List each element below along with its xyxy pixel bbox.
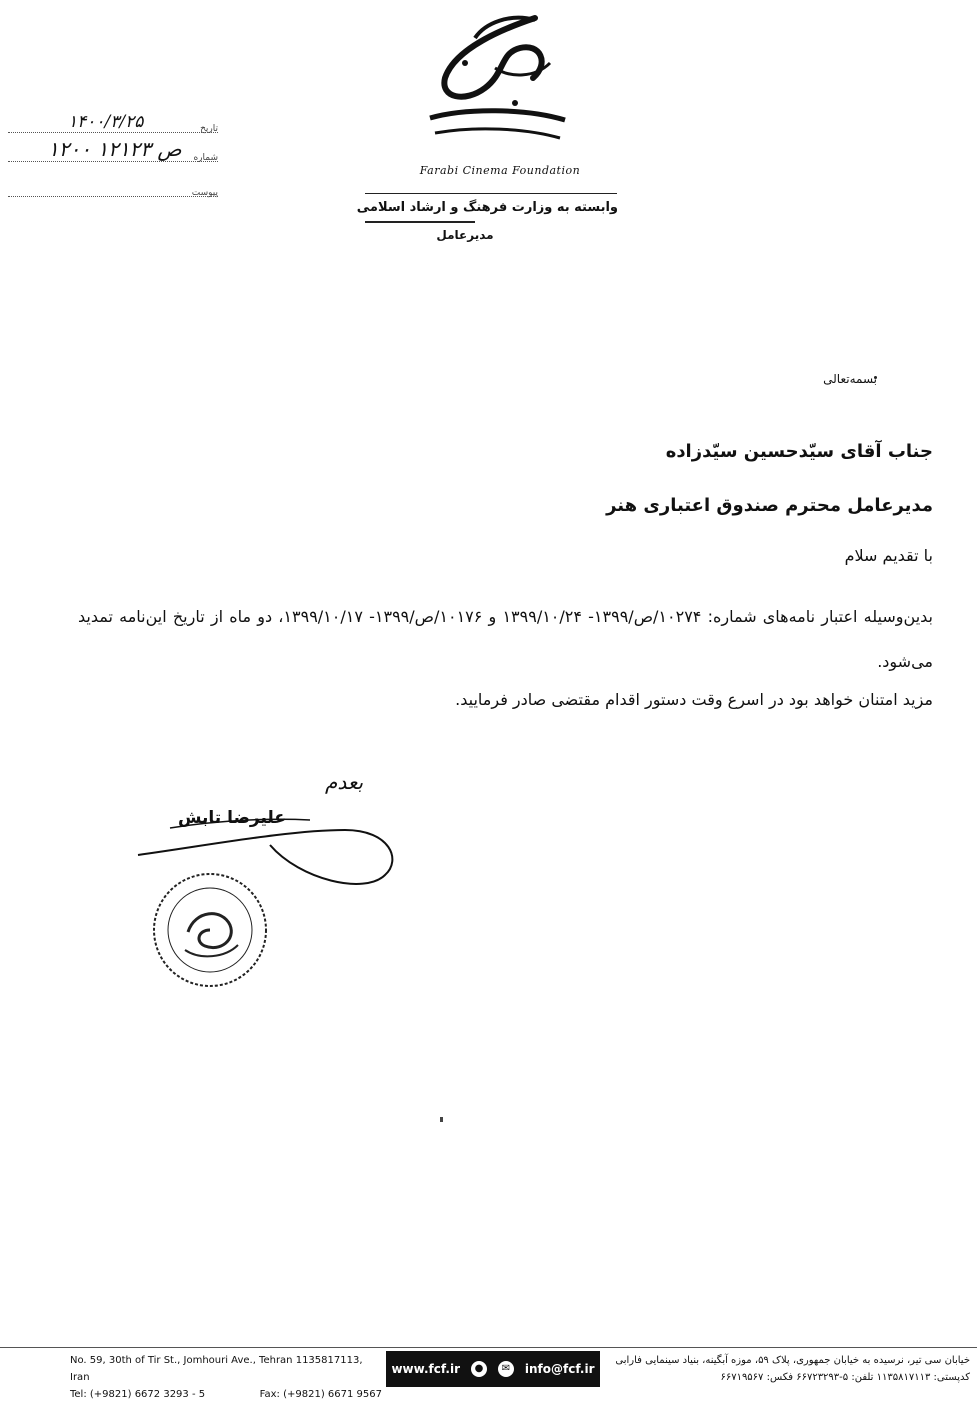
footer-website[interactable]: www.fcf.ir — [391, 1362, 461, 1376]
signer-name: علیرضا تابش — [178, 808, 286, 828]
ministry-underline — [365, 221, 475, 223]
ministry-affiliation: وابسته به وزارت فرهنگ و ارشاد اسلامی — [356, 200, 618, 215]
number-row — [8, 137, 218, 165]
body-paragraph-2: مزید امتنان خواهد بود در اسرع وقت دستور اقدام مقتضی صادر فرمایید. — [455, 690, 933, 709]
footer-address-fa: خیابان سی تیر، نرسیده به خیابان جمهوری، پلاک ۵۹، موزه آبگینه، بنیاد سینمایی فارابی — [615, 1355, 970, 1366]
official-seal-icon — [150, 870, 270, 990]
foundation-logo — [415, 8, 575, 158]
footer-email[interactable]: info@fcf.ir — [524, 1362, 595, 1376]
mail-icon: ✉ — [498, 1361, 514, 1377]
date-label: تاریخ — [200, 124, 218, 134]
recipient-name: جناب آقای سیّدحسین سیّدزاده — [665, 441, 933, 462]
greeting: با تقدیم سلام — [844, 546, 933, 565]
footer-divider — [0, 1347, 977, 1348]
footer-address-en: No. 59, 30th of Tir St., Jomhouri Ave., Tehran 1135817113, Iran — [70, 1355, 363, 1383]
attachment-label: پیوست — [191, 188, 218, 198]
footer-web-box — [386, 1351, 600, 1387]
footer-contact-fa — [606, 1352, 970, 1386]
globe-icon: ● — [471, 1361, 487, 1377]
letter-invocation: بسمه‌تعالی — [823, 372, 877, 386]
signature-note: بعدم — [325, 770, 364, 794]
date-row — [8, 112, 218, 136]
number-value: ۱۲۰۰ ص ۱۲۱۲۳ — [48, 137, 182, 161]
date-value: ۱۴۰۰/۳/۲۵ — [68, 112, 144, 132]
office-title: مدیرعامل — [436, 228, 494, 242]
footer-contact-line-fa: کدپستی: ۱۱۳۵۸۱۷۱۱۳ تلفن: ۵-۶۶۷۲۳۲۹۳ فکس: ۶۶۷۱۹۵۶۷ — [720, 1372, 970, 1383]
number-label: شماره — [193, 153, 218, 163]
logo-english-text: Farabi Cinema Foundation — [419, 164, 581, 177]
body-paragraph-1: بدین‌وسیله اعتبار نامه‌های شماره: ۱۰۲۷۴/ص/۱۳۹۹- ۱۳۹۹/۱۰/۲۴ و ۱۰۱۷۶/ص/۱۳۹۹- ۱۳۹۹/۱۰/۱۷، دو ماه از تاریخ این‌نامه تمدید می‌شود. — [78, 607, 934, 671]
header-divider — [365, 193, 617, 194]
footer-tel-en: Tel: (+9821) 6672 3293 - 5 — [70, 1389, 206, 1400]
footer-contact-en — [70, 1352, 382, 1403]
attachment-row — [8, 176, 218, 200]
footer-fax-en: Fax: (+9821) 6671 9567 — [259, 1389, 382, 1400]
recipient-title: مدیرعامل محترم صندوق اعتباری هنر — [606, 495, 933, 516]
stray-mark — [440, 1117, 443, 1122]
